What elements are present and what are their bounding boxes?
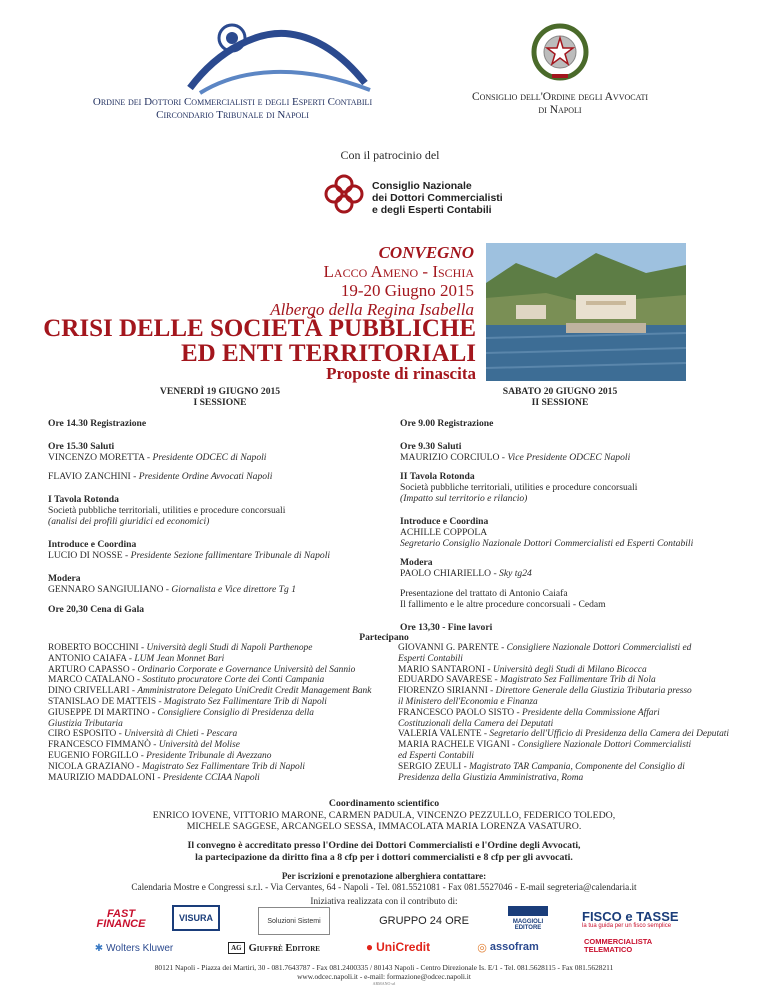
participant-row bbox=[48, 643, 393, 654]
footer bbox=[20, 963, 748, 986]
footer-line-1: 80121 Napoli - Piazza dei Martiri, 30 - 081.7643787 - Fax 081.2400335 / 80143 Napoli - Centro Direzionale Is. E/1 - Tel. 081.5628115 - Fax 081.5628211 bbox=[154, 963, 614, 972]
day2-presentazione bbox=[400, 588, 740, 610]
present-line-2: Il fallimento e le altre procedure concorsuali - Cedam bbox=[400, 599, 606, 610]
soluzioni-text: Soluzioni Sistemi bbox=[267, 917, 321, 925]
day1-saluti: Ore 15.30 Saluti bbox=[48, 441, 115, 452]
unicredit-icon: ● bbox=[365, 940, 374, 954]
speaker-name: GENNARO SANGIULIANO - bbox=[48, 584, 172, 595]
participant-row bbox=[48, 719, 393, 730]
participant-role: Costituzionali della Camera dei Deputati bbox=[398, 718, 554, 729]
cndcec-name bbox=[372, 180, 503, 216]
day2-tavola-desc: Società pubbliche territoriali, utilities e procedure concorsuali bbox=[400, 482, 638, 493]
participant-name: NICOLA GRAZIANO - bbox=[48, 761, 143, 772]
participant-row bbox=[398, 729, 743, 740]
maggioli-logo bbox=[508, 906, 548, 934]
day1-introduce: Introduce e Coordina bbox=[48, 539, 137, 550]
main-title-line-1: CRISI DELLE SOCIETÀ PUBBLICHE bbox=[43, 315, 476, 342]
accreditation bbox=[40, 840, 728, 863]
participant-name: MARIA RACHELE VIGANI - bbox=[398, 740, 518, 751]
participant-row bbox=[398, 643, 743, 654]
wolters-kluwer-logo bbox=[88, 939, 180, 957]
day1-introduce-block bbox=[48, 539, 378, 561]
odcec-line-2: Circondario Tribunale di Napoli bbox=[156, 109, 309, 121]
participant-role: Università di Chieti - Pescara bbox=[124, 729, 238, 740]
patrocinio-text: Con il patrocinio del bbox=[340, 148, 440, 162]
coordinamento bbox=[40, 798, 728, 833]
participant-row bbox=[398, 740, 743, 751]
participant-role: Magistrato Sez Fallimentare Trib di Napoli bbox=[142, 761, 305, 772]
day1-tavola: I Tavola Rotonda bbox=[48, 494, 119, 505]
commercialista-telematico-logo bbox=[584, 934, 684, 958]
day1-session: I SESSIONE bbox=[193, 397, 247, 408]
participant-row bbox=[398, 686, 743, 697]
giuffre-icon: AG bbox=[228, 942, 245, 954]
participant-name: STANISLAO DE MATTEIS - bbox=[48, 696, 164, 707]
participant-row bbox=[48, 665, 393, 676]
main-title-line-2: ED ENTI TERRITORIALI bbox=[180, 340, 476, 367]
day1-header bbox=[120, 386, 320, 408]
speaker-role: Presidente Sezione fallimentare Tribunale di Napoli bbox=[130, 550, 331, 561]
participant-role: Giustizia Tributaria bbox=[48, 718, 123, 729]
main-title bbox=[20, 316, 476, 366]
fast-finance-text: FAST FINANCE bbox=[96, 908, 146, 930]
participant-role: Direttore Generale della Giustizia Tributaria presso bbox=[495, 686, 692, 697]
day1-cena: Ore 20,30 Cena di Gala bbox=[48, 604, 145, 615]
participant-row bbox=[48, 697, 393, 708]
participant-name: SERGIO ZEULI - bbox=[398, 761, 470, 772]
participant-row bbox=[398, 708, 743, 719]
sponsor-intro: Iniziativa realizzata con il contributo di: bbox=[310, 896, 458, 906]
participant-role: ed Esperti Contabili bbox=[398, 750, 475, 761]
participant-role: Magistrato TAR Campania, Componente del Consiglio di bbox=[469, 761, 685, 772]
participant-role: Ordinario Corporate e Governance Università del Sannio bbox=[137, 664, 356, 675]
participant-row bbox=[398, 773, 743, 784]
title-block bbox=[90, 243, 474, 319]
day1-tavola-block bbox=[48, 494, 378, 527]
unicredit-logo bbox=[352, 938, 444, 956]
day1-program bbox=[48, 418, 378, 615]
participant-name: FRANCESCO FIMMANÒ - bbox=[48, 740, 159, 751]
iscrizioni-line: Calendaria Mostre e Congressi s.r.l. - Via Cervantes, 64 - Napoli - Tel. 081.5521081 - Fax 081.5527046 - E-mail segreteria@calendaria.it bbox=[131, 882, 637, 892]
gruppo24ore-text: GRUPPO 24 ORE bbox=[379, 915, 469, 927]
odcec-line-1: Ordine dei Dottori Commercialisti e degli Esperti Contabili bbox=[92, 96, 373, 108]
accreditation-line-1: Il convegno è accreditato presso l'Ordine dei Dottori Commercialisti e l'Ordine degli Avvocati, bbox=[187, 840, 581, 851]
emblem-italy-icon bbox=[530, 22, 590, 82]
participant-role: Consigliere Nazionale Dottori Commercialisti bbox=[517, 740, 692, 751]
day1-mod-speaker bbox=[48, 584, 378, 595]
participant-row bbox=[48, 751, 393, 762]
participant-row bbox=[398, 665, 743, 676]
avvocati-line-1: Consiglio dell'Ordine degli Avvocati bbox=[471, 91, 649, 103]
day1-saluti-block bbox=[48, 441, 378, 463]
day2-session: II SESSIONE bbox=[531, 397, 589, 408]
subtitle: Proposte di rinascita bbox=[326, 364, 476, 383]
day2-modera-block bbox=[400, 557, 740, 579]
maggioli-text: MAGGIOLI EDITORE bbox=[512, 919, 544, 931]
participants-heading: Partecipano bbox=[359, 632, 409, 643]
accreditation-line-2: la partecipazione da diritto fina a 8 cfp per i dottori commercialisti e 8 cfp per gli avvocati. bbox=[195, 851, 573, 863]
participant-name: DINO CRIVELLARI - bbox=[48, 686, 138, 697]
convegno-label: CONVEGNO bbox=[378, 243, 474, 262]
coordinamento-line-1: ENRICO IOVENE, VITTORIO MARONE, CARMEN PADULA, VINCENZO PEZZULLO, FEDERICO TOLEDO, bbox=[152, 809, 616, 821]
fisco-tasse-logo bbox=[582, 907, 684, 931]
participant-role: Magistrato Sez Fallimentare Trib di Nola bbox=[500, 675, 656, 686]
participants-right bbox=[398, 643, 743, 783]
venue-label: Albergo della Regina Isabella bbox=[270, 300, 474, 319]
visura-text: VISURA bbox=[178, 913, 213, 923]
participant-role: Consigliere Consiglio di Presidenza della bbox=[157, 707, 314, 718]
participant-role: Presidente Tribunale di Avezzano bbox=[146, 750, 272, 761]
day2-saluti-block bbox=[400, 441, 740, 463]
day2-mod-speaker bbox=[400, 568, 740, 579]
participant-name: MARCO CATALANO - bbox=[48, 675, 143, 686]
assofram-icon: ◎ bbox=[477, 941, 487, 954]
participant-role: Esperti Contabili bbox=[398, 653, 463, 664]
giuffre-logo bbox=[214, 939, 334, 957]
participant-row bbox=[398, 762, 743, 773]
day2-tavola-note: (Impatto sul territorio e rilancio) bbox=[400, 493, 528, 504]
speaker-name: VINCENZO MORETTA - bbox=[48, 452, 153, 463]
day2-modera: Modera bbox=[400, 557, 433, 568]
speaker-name: LUCIO DI NOSSE - bbox=[48, 550, 131, 561]
participants-left bbox=[48, 643, 393, 783]
odcec-logo bbox=[180, 8, 380, 98]
day1-speaker-2 bbox=[48, 471, 378, 482]
speaker-name: FLAVIO ZANCHINI - bbox=[48, 471, 139, 482]
day2-intro-role: Segretario Consiglio Nazionale Dottori Commercialisti ed Esperti Contabili bbox=[400, 538, 694, 549]
coordinamento-line-2: MICHELE SAGGESE, ARCANGELO SESSA, IMMACOLATA MARIA LORENZA VASATURO. bbox=[186, 821, 582, 832]
wolters-text: Wolters Kluwer bbox=[106, 942, 174, 954]
speaker-name: PAOLO CHIARIELLO - bbox=[400, 568, 500, 579]
day1-registrazione: Ore 14.30 Registrazione bbox=[48, 418, 147, 429]
odcec-name bbox=[90, 96, 375, 122]
giuffre-text: Giuffrè Editore bbox=[248, 942, 320, 954]
day2-fine: Ore 13,30 - Fine lavori bbox=[400, 622, 493, 633]
cndcec-line-2: dei Dottori Commercialisti bbox=[372, 192, 503, 204]
participant-name: EDUARDO SAVARESE - bbox=[398, 675, 501, 686]
speaker-role: Giornalista e Vice direttore Tg 1 bbox=[171, 584, 296, 595]
participant-name: CIRO ESPOSITO - bbox=[48, 729, 125, 740]
participant-row bbox=[398, 675, 743, 686]
participant-row bbox=[398, 654, 743, 665]
participant-role: Presidente CCIAA Napoli bbox=[162, 772, 260, 783]
participant-row bbox=[48, 654, 393, 665]
telematico-text: COMMERCIALISTA TELEMATICO bbox=[584, 937, 652, 954]
participant-row bbox=[48, 729, 393, 740]
participant-role: Magistrato Sez Fallimentare Trib di Napoli bbox=[163, 696, 327, 707]
fisco-text: FISCO e TASSE bbox=[582, 908, 679, 924]
day1-modera: Modera bbox=[48, 573, 81, 584]
wolters-icon: ✱ bbox=[94, 942, 104, 954]
speaker-name: MAURIZIO CORCIULO - bbox=[400, 452, 508, 463]
fast-finance-logo bbox=[95, 906, 147, 932]
participant-row bbox=[398, 719, 743, 730]
participant-row bbox=[398, 697, 743, 708]
assofram-logo bbox=[448, 938, 568, 956]
day2-date: SABATO 20 GIUGNO 2015 bbox=[502, 386, 618, 397]
participant-row bbox=[398, 751, 743, 762]
present-line-1: Presentazione del trattato di Antonio Caiafa bbox=[400, 588, 568, 599]
assofram-text: assofram bbox=[489, 941, 539, 953]
participant-row bbox=[48, 773, 393, 784]
participant-row bbox=[48, 708, 393, 719]
fisco-sub-text: la tua guida per un fisco semplice bbox=[582, 922, 672, 929]
footer-line-2: www.odcec.napoli.it - e-mail: formazione@odcec.napoli.it bbox=[297, 972, 471, 981]
participant-name: ARTURO CAPASSO - bbox=[48, 664, 138, 675]
participant-row bbox=[48, 740, 393, 751]
participant-name: EUGENIO FORGILLO - bbox=[48, 750, 147, 761]
day1-speaker-1 bbox=[48, 452, 378, 463]
participant-name: FIORENZO SIRIANNI - bbox=[398, 686, 496, 697]
speaker-role: Presidente Ordine Avvocati Napoli bbox=[138, 471, 273, 482]
day1-modera-block bbox=[48, 573, 378, 595]
participant-role: Presidente della Commissione Affari bbox=[522, 707, 660, 718]
day1-tavola-note: (analisi dei profili giuridici ed economici) bbox=[48, 516, 210, 527]
day2-intro-name: ACHILLE COPPOLA bbox=[400, 527, 488, 538]
day1-tavola-desc: Società pubbliche territoriali, utilities e procedure concorsuali bbox=[48, 505, 286, 516]
participant-row bbox=[48, 762, 393, 773]
footer-tiny: ARMANO srl bbox=[372, 981, 396, 986]
soluzioni-sistemi-logo bbox=[258, 907, 330, 935]
participant-role: Amministratore Delegato UniCredit Credit Management Bank bbox=[137, 686, 372, 697]
participant-name: GIUSEPPE DI MARTINO - bbox=[48, 707, 158, 718]
participant-role: Segretario dell'Ufficio di Presidenza della Camera dei Deputati bbox=[489, 729, 729, 740]
cndcec-line-3: e degli Esperti Contabili bbox=[372, 204, 492, 216]
day1-intro-speaker bbox=[48, 550, 378, 561]
day2-speaker-1 bbox=[400, 452, 740, 463]
participant-name: MAURIZIO MADDALONI - bbox=[48, 772, 163, 783]
avvocati-name bbox=[430, 91, 690, 117]
dates-label: 19-20 Giugno 2015 bbox=[340, 281, 474, 300]
participant-name: GIOVANNI G. PARENTE - bbox=[398, 643, 507, 653]
day2-introduce-block bbox=[400, 516, 740, 549]
participant-name: MARIO SANTARONI - bbox=[398, 664, 493, 675]
participant-row bbox=[48, 686, 393, 697]
avvocati-line-2: di Napoli bbox=[538, 104, 582, 116]
participant-role: il Ministero dell'Economia e Finanza bbox=[398, 696, 538, 707]
cndcec-line-1: Consiglio Nazionale bbox=[372, 180, 472, 192]
visura-logo bbox=[172, 905, 220, 931]
place-label: Lacco Ameno - Ischia bbox=[323, 262, 474, 281]
day2-header bbox=[460, 386, 660, 408]
iscrizioni bbox=[20, 871, 748, 907]
participant-role: Presidenza della Giustizia Amministrativa, Roma bbox=[398, 772, 584, 783]
speaker-role: Sky tg24 bbox=[499, 568, 532, 579]
participant-role: Università degli Studi di Milano Bicocca bbox=[492, 664, 647, 675]
day2-tavola: II Tavola Rotonda bbox=[400, 471, 475, 482]
participant-name: VALERIA VALENTE - bbox=[398, 729, 490, 740]
speaker-role: Vice Presidente ODCEC Napoli bbox=[507, 452, 631, 463]
cndcec-logo bbox=[320, 170, 368, 218]
day2-registrazione: Ore 9.00 Registrazione bbox=[400, 418, 494, 429]
speaker-role: Presidente ODCEC di Napoli bbox=[152, 452, 267, 463]
coordinamento-heading: Coordinamento scientifico bbox=[328, 798, 440, 809]
hotel-photo bbox=[486, 243, 686, 381]
participant-name: FRANCESCO PAOLO SISTO - bbox=[398, 707, 522, 718]
participant-role: LUM Jean Monnet Bari bbox=[134, 653, 225, 664]
day2-introduce: Introduce e Coordina bbox=[400, 516, 489, 527]
day1-date: VENERDÌ 19 GIUGNO 2015 bbox=[159, 386, 281, 397]
participant-name: ANTONIO CAIAFA - bbox=[48, 653, 135, 664]
day2-saluti: Ore 9.30 Saluti bbox=[400, 441, 462, 452]
participant-role: Sostituto procuratore Corte dei Conti Campania bbox=[142, 675, 325, 686]
participant-row bbox=[48, 675, 393, 686]
day2-program bbox=[400, 418, 740, 633]
participant-role: Consigliere Nazionale Dottori Commercialisti ed bbox=[506, 643, 692, 653]
participant-role: Università del Molise bbox=[158, 740, 240, 751]
participant-role: Università degli Studi di Napoli Parthenope bbox=[146, 643, 313, 653]
day2-tavola-block bbox=[400, 471, 740, 504]
iscrizioni-heading: Per iscrizioni e prenotazione alberghiera contattare: bbox=[281, 871, 487, 881]
gruppo24ore-logo bbox=[372, 910, 476, 932]
unicredit-text: UniCredit bbox=[376, 940, 431, 954]
participant-name: ROBERTO BOCCHINI - bbox=[48, 643, 147, 653]
